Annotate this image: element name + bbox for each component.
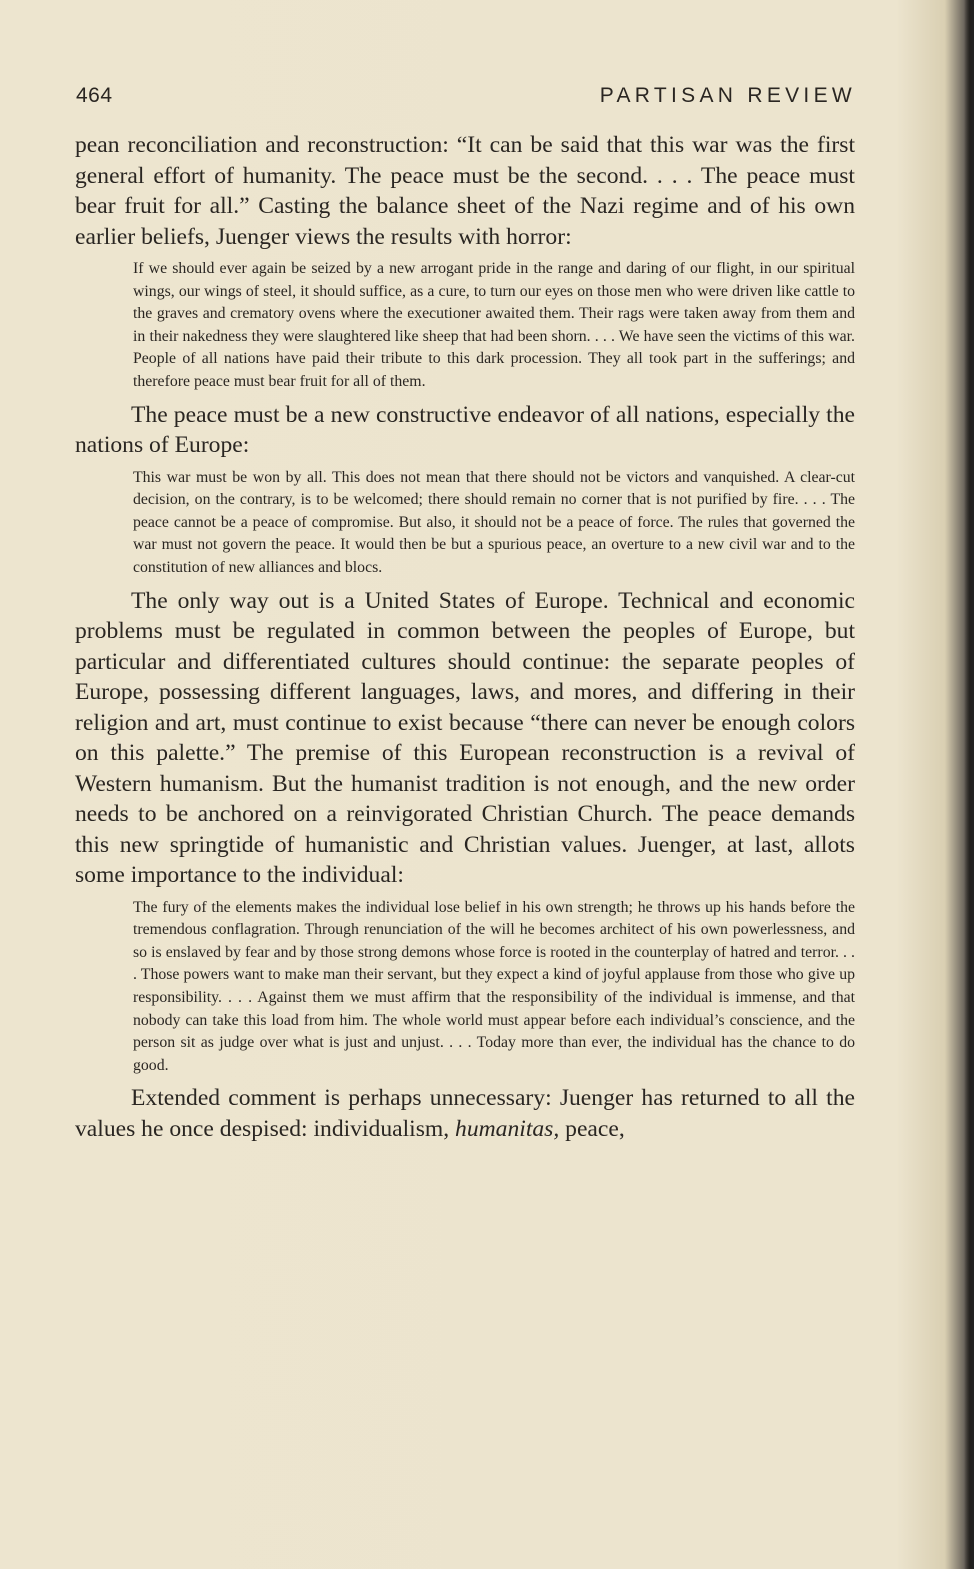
block-quote-2: This war must be won by all. This does not mean that there should not be victors and vanquished. A clear-cut decision, on the contrary, is to be welcomed; there should remain no corner that is not purified by fire. . . . The peace cannot be a peace of compromise. But also, it should not be a peace of force. The rules that governed the war must not govern the peace. It would then be but a spurious peace, an overture to a new civil war and to the constitution of new alliances and blocs. [133, 468, 855, 576]
paragraph-2: The peace must be a new constructive endeavor of all nations, especially the nations of Europe: [75, 401, 855, 459]
italic-term: humanitas, [455, 1115, 560, 1142]
paragraph-1: pean reconciliation and reconstruction: “It can be said that this war was the first general effort of humanity. The peace must be the second. . . . The peace must bear fruit for all.” Casting the balance sheet of the Nazi regime and of his own earlier beliefs, Juenger views the results with horror: [75, 132, 855, 250]
running-head: PARTISAN REVIEW [599, 84, 856, 107]
paragraph-3: The only way out is a United States of Europe. Technical and economic problems must be regulated in common between the peoples of Europe, but particular and differentiated cultures should continue: the separate peoples of Europe, possessing different languages, laws, and mores, and differing in their religion and art, must continue to exist because “there can never be enough colors on this palette.” The premise of this European reconstruction is a revival of Western humanism. But the humanist tradition is not enough, and the new order needs to be anchored on a reinvigorated Christian Church. The peace demands this new springtide of humanistic and Christian values. Juenger, at last, allots some importance to the individual: [75, 587, 855, 889]
paragraph-4-text: Extended comment is perhaps unnecessary: Juenger has returned to all the values he once despised: individualism, [75, 1085, 855, 1142]
body-text [75, 130, 855, 1144]
block-quote-1: If we should ever again be seized by a new arrogant pride in the range and daring of our flight, in our spiritual wings, our wings of steel, it should suffice, as a cure, to turn our eyes on those men who were driven like cattle to the graves and crematory ovens where the executioner awaited them. Their rags were taken away from them and in their nakedness they were slaughtered like sheep that had been shorn. . . . We have seen the victims of this war. People of all nations have paid their tribute to this dark procession. They all took part in the sufferings; and therefore peace must bear fruit for all of them. [133, 260, 855, 390]
block-quote-3: The fury of the elements makes the individual lose belief in his own strength; he throws up his hands before the tremendous conflagration. Through renunciation of the will he becomes architect of his own powerlessness, and so is enslaved by fear and by those strong demons whose force is rooted in the counterplay of hatred and terror. . . . Those powers want to make man their servant, but they expect a kind of joyful applause from those who give up responsibility. . . . Against them we must affirm that the responsibility of the individual is immense, and that nobody can take this load from him. The whole world must appear before each individual’s conscience, and the person sit as judge over what is just and unjust. . . . Today more than ever, the individual has the chance to do good. [133, 898, 855, 1074]
page-edge-shadow [964, 0, 974, 1569]
page-number: 464 [76, 84, 113, 107]
paragraph-4-tail: peace, [559, 1115, 625, 1142]
page-header [76, 84, 856, 118]
paragraph-4 [75, 1083, 855, 1144]
